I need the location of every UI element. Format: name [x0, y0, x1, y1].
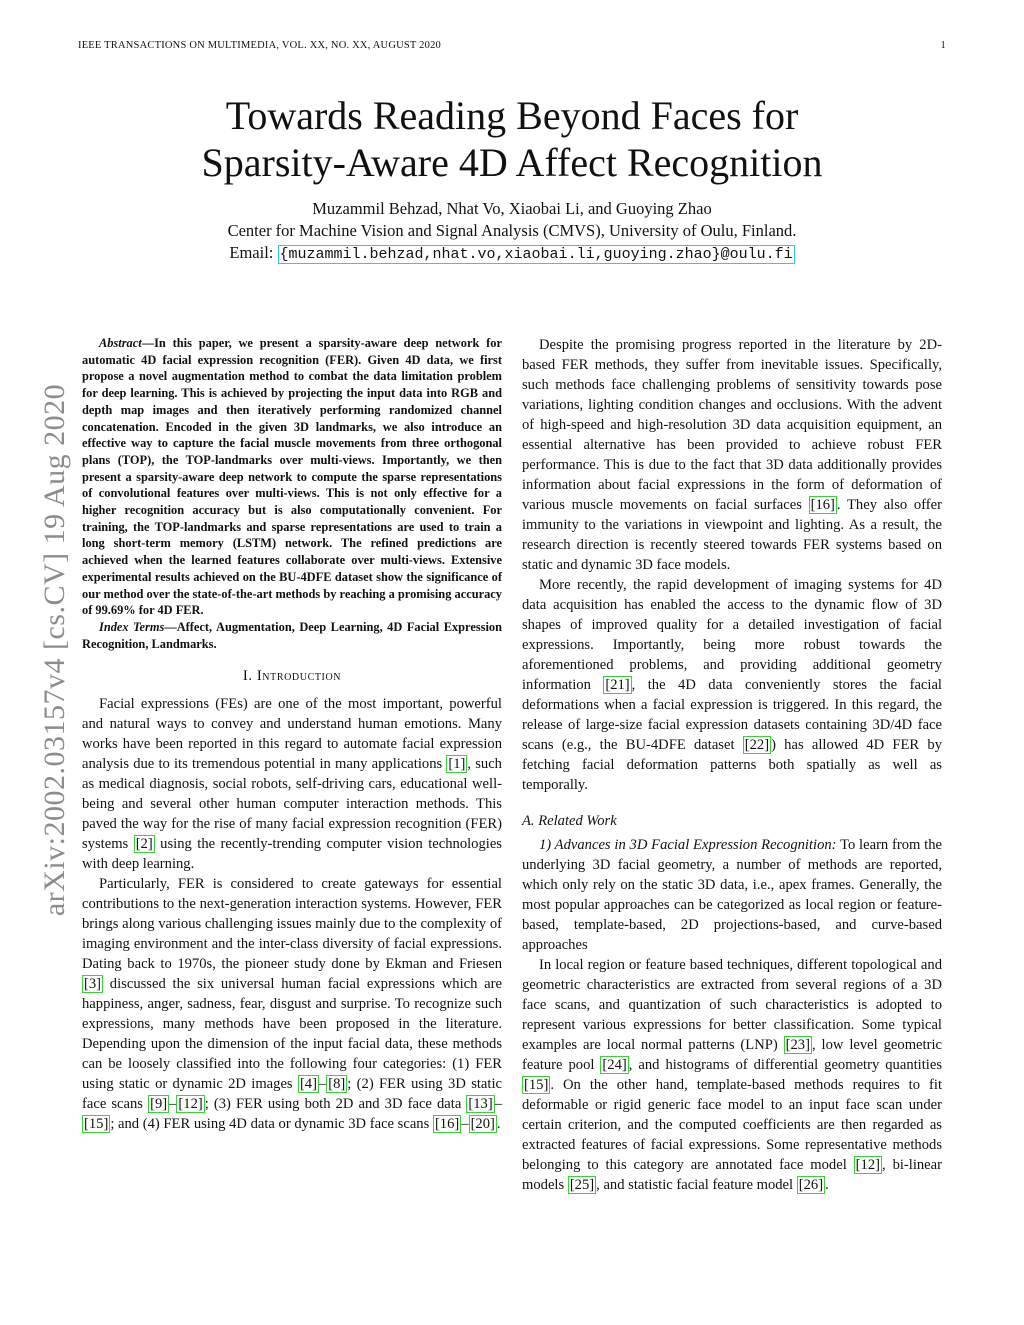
text-run: , such as medical diagnosis, social robots, self-driving cars, educational well-being and several other human computer interaction methods. This paved the way for the rise of many facial expression recognition (FER) systems: [82, 756, 502, 853]
text-run: ; (3) FER using both 2D and 3D face data: [204, 1096, 467, 1113]
text-run: –: [318, 1076, 327, 1093]
text-run: ; and (4) FER using 4D data or dynamic 3D face scans: [110, 1116, 433, 1133]
abstract-label: Abstract: [99, 336, 142, 350]
index-terms: [82, 619, 502, 652]
text-run: Facial expressions (FEs) are one of the most important, powerful and natural ways to convey and understand human emotions. Many works have been reported in this regard to automate facial expression analysis due to its tremendous potential in many applications: [82, 696, 502, 773]
citation-link[interactable]: [16]: [810, 497, 835, 513]
citation-link[interactable]: [26]: [798, 1177, 824, 1193]
text-run: ; (2) FER using 3D static face scans: [82, 1076, 502, 1113]
abstract: [82, 335, 502, 619]
citation-link[interactable]: [2]: [135, 836, 153, 853]
citation-link[interactable]: [9]: [150, 1096, 168, 1113]
intro-paragraph-3: [522, 335, 942, 575]
text-run: , bi-linear models: [522, 1157, 942, 1193]
text-run: . On the other hand, template-based methods requires to fit deformable or rigid generic face model to an input face scan under certain criterion, and the computed coefficients are then regarded as extracted features of facial expressions. Some representative methods belonging to this category are annotated face model: [522, 1077, 942, 1173]
email-link[interactable]: {muzammil.behzad,nhat.vo,xiaobai.li,guoying.zhao}@oulu.fi: [279, 246, 793, 263]
email-line: [0, 242, 1024, 266]
email-label: Email:: [229, 243, 274, 262]
title-line-2: Sparsity-Aware 4D Affect Recognition: [201, 140, 823, 185]
citation-link[interactable]: [12]: [855, 1157, 880, 1173]
text-run: –: [461, 1116, 469, 1133]
text-run: –: [169, 1096, 177, 1113]
related-work-paragraph-2: [522, 955, 942, 1195]
citation-link[interactable]: [4]: [299, 1076, 317, 1093]
text-run: To learn from the underlying 3D facial geometry, a number of methods are reported, which only rely on the static 3D data, i.e., apex frames. Generally, the most popular approaches can be categorized as local region or feature-based, template-based, 2D projections-based, and curve-based approaches: [522, 837, 943, 953]
text-run: In local region or feature based techniques, different topological and geometric characteristics are extracted from several regions of a 3D face scans, and quantization of such characteristics is adopted to represent various expressions for better classification. Some typical examples are local normal patterns (LNP): [522, 957, 942, 1053]
section-title: Introduction: [256, 668, 342, 685]
text-run: ) has allowed 4D FER by fetching facial deformation patterns both spatially as well as temporally.: [522, 737, 942, 793]
citation-link[interactable]: [24]: [602, 1057, 627, 1073]
text-run: , and histograms of differential geometry quantities: [628, 1057, 942, 1073]
citation-link[interactable]: [20]: [470, 1116, 495, 1133]
running-head: [78, 40, 946, 51]
citation-link[interactable]: [3]: [84, 976, 102, 993]
citation-link[interactable]: [1]: [448, 756, 466, 773]
text-run: –: [494, 1096, 503, 1113]
right-column: [522, 335, 942, 1195]
index-terms-text: —Affect, Augmentation, Deep Learning, 4D Facial Expression Recognition, Landmarks.: [82, 619, 502, 651]
text-run: discussed the six universal human facial expressions which are happiness, anger, sadness, fear, disgust and surprise. To recognize such expressions, many methods have been proposed in the literature. Depending upon the dimension of the input facial data, these methods can be loosely classified into the following four categories: (1) FER using static or dynamic 2D images: [82, 976, 502, 1093]
subsubsection-heading: 1) Advances in 3D Facial Expression Recognition:: [539, 837, 837, 853]
text-run: . They also offer immunity to the variations in viewpoint and lighting. As a result, the research direction is recently steered towards FER systems based on static and dynamic 3D face models.: [522, 497, 942, 573]
citation-link[interactable]: [13]: [468, 1096, 493, 1113]
section-numeral: I.: [242, 668, 257, 685]
citation-link[interactable]: [12]: [178, 1096, 203, 1113]
citation-link[interactable]: [25]: [569, 1177, 595, 1193]
intro-paragraph-2: [82, 874, 502, 1134]
text-run: , low level geometric feature pool: [522, 1037, 942, 1073]
arxiv-stamp: arXiv:2002.03157v4 [cs.CV] 19 Aug 2020: [38, 383, 71, 917]
citation-link[interactable]: [23]: [785, 1037, 810, 1053]
title-line-1: Towards Reading Beyond Faces for: [225, 93, 799, 138]
citation-link[interactable]: [16]: [434, 1116, 460, 1133]
paper-title: [0, 92, 1024, 186]
related-work-paragraph-1: [522, 835, 942, 955]
subsection-heading-related-work: A. Related Work: [522, 813, 617, 829]
page-number: 1: [940, 40, 946, 51]
abstract-text: —In this paper, we present a sparsity-aware deep network for automatic 4D facial expression recognition (FER). Given 4D data, we first propose a novel augmentation method to combat the data limitation problem for deep learning. This is achieved by projecting the input data into RGB and depth map images and then iteratively performing randomized channel concatenation. Encoded in the given 3D landmarks, we also introduce an effective way to capture the facial muscle movements from three orthogonal plans (TOP), the TOP-landmarks over multi-views. Importantly, we then present a sparsity-aware deep network to compute the sparse representations of convolutional features over multi-views. This is not only effective for a higher recognition accuracy but is also computationally convenient. For training, the TOP-landmarks and sparse representations are used to train a long short-term memory (LSTM) network. The refined predictions are achieved when the learned features collaborate over multi-views. Extensive experimental results achieved on the BU-4DFE dataset show the significance of our method over the state-of-the-art methods by reaching a promising accuracy of 99.69% for 4D FER.: [82, 336, 502, 618]
author-block: [0, 198, 1024, 266]
intro-paragraph-4: [522, 575, 942, 795]
intro-paragraph-1: [82, 694, 502, 874]
section-heading-introduction: [82, 666, 502, 686]
citation-link[interactable]: [15]: [524, 1077, 549, 1093]
journal-header: IEEE TRANSACTIONS ON MULTIMEDIA, VOL. XX, NO. XX, AUGUST 2020: [78, 40, 441, 51]
author-names: Muzammil Behzad, Nhat Vo, Xiaobai Li, and Guoying Zhao: [312, 199, 712, 218]
text-run: .: [496, 1116, 501, 1133]
text-run: Despite the promising progress reported in the literature by 2D-based FER methods, they suffer from inevitable issues. Specifically, such methods face challenging problems of sensitivity towards pose variations, lighting condition changes and occlusions. With the advent of high-speed and high-resolution 3D data acquisition equipment, an essential alternative has been provided to achieve robust FER performance. This is due to the fact that 3D data additionally provides information about facial expressions in the form of deformation of various muscle movements on facial surfaces: [522, 337, 942, 513]
text-run: , and statistic facial feature model: [596, 1177, 797, 1193]
citation-link[interactable]: [8]: [328, 1076, 346, 1093]
affiliation: Center for Machine Vision and Signal Analysis (CMVS), University of Oulu, Finland.: [227, 221, 797, 240]
text-run: .: [825, 1177, 829, 1193]
citation-link[interactable]: [21]: [605, 677, 630, 693]
citation-link[interactable]: [22]: [744, 737, 770, 753]
citation-link[interactable]: [15]: [84, 1116, 109, 1133]
text-run: , the 4D data conveniently stores the facial deformations when a facial expression is triggered. In this regard, the release of large-size facial expression datasets containing 3D/4D face scans (e.g., the BU-4DFE dataset: [522, 677, 942, 753]
left-column: [82, 335, 502, 1134]
text-run: More recently, the rapid development of imaging systems for 4D data acquisition has enabled the access to the dynamic flow of 3D shapes of improved quality for a detailed investigation of facial expressions. Importantly, being more robust towards the aforementioned problems, and providing additional geometry information: [522, 577, 942, 693]
text-run: using the recently-trending computer vision technologies with deep learning.: [82, 836, 502, 873]
index-terms-label: Index Terms: [99, 619, 165, 634]
text-run: Particularly, FER is considered to create gateways for essential contributions to the next-generation interaction systems. However, FER brings along various challenging issues mainly due to the complexity of imaging environment and the inter-class diversity of facial expressions. Dating back to 1970s, the pioneer study done by Ekman and Friesen: [82, 876, 502, 973]
